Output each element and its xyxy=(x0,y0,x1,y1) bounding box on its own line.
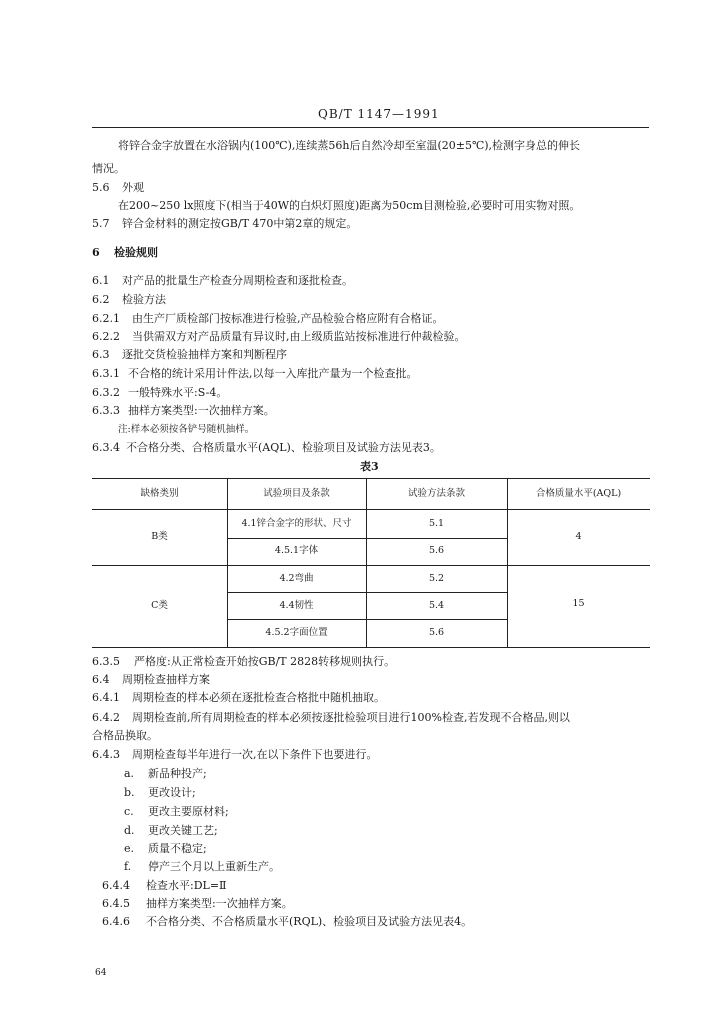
section-6-4-6 xyxy=(102,915,472,929)
table-bottom-rule xyxy=(92,647,650,648)
list-text: 新品种投产; xyxy=(148,767,207,780)
section-text: 抽样方案类型:一次抽样方案。 xyxy=(146,897,293,910)
paragraph: 合格品换取。 xyxy=(92,729,158,742)
col-rule xyxy=(366,478,367,647)
section-6-4-5 xyxy=(102,897,293,911)
standard-code: QB/T 1147—1991 xyxy=(318,107,440,121)
list-text: 停产三个月以上重新生产。 xyxy=(148,860,280,873)
section-number: 6.4.4 xyxy=(102,879,130,892)
section-number: 6.2.2 xyxy=(92,330,120,343)
category-cell: B类 xyxy=(151,531,168,542)
section-text: 周期检查的样本必须在逐批检查合格批中随机抽取。 xyxy=(132,691,385,704)
section-number: 6.4 xyxy=(92,673,110,686)
paragraph: 将锌合金字放置在水浴锅内(100℃),连续蒸56h后自然冷却至室温(20±5℃),检测字身总的伸长 xyxy=(118,139,581,152)
list-label: c. xyxy=(124,805,134,818)
section-number: 6.4.5 xyxy=(102,897,130,910)
aql-cell: 4 xyxy=(575,531,582,542)
method-cell: 5.6 xyxy=(428,545,445,556)
list-label: f. xyxy=(124,860,132,873)
method-cell: 5.2 xyxy=(428,573,445,584)
section-text: 当供需双方对产品质量有异议时,由上级质监站按标准进行仲裁检验。 xyxy=(132,330,466,343)
item-cell: 4.1锌合金字的形状、尺寸 xyxy=(241,518,352,529)
section-text: 锌合金材料的测定按GB/T 470中第2章的规定。 xyxy=(122,217,358,230)
list-text: 质量不稳定; xyxy=(148,842,207,855)
section-text: 严格度:从正常检查开始按GB/T 2828转移规则执行。 xyxy=(134,655,396,668)
section-number: 5.6 xyxy=(92,181,110,194)
section-6-2-1 xyxy=(92,312,444,326)
list-label: b. xyxy=(124,786,135,799)
method-cell: 5.6 xyxy=(428,627,445,638)
section-number: 6.3.4 xyxy=(92,441,120,454)
section-text: 对产品的批量生产检查分周期检查和逐批检查。 xyxy=(122,274,353,287)
section-number: 6 xyxy=(92,246,100,259)
table-header-cell: 试验项目及条款 xyxy=(263,488,330,499)
section-text: 一般特殊水平:S-4。 xyxy=(128,386,228,399)
section-text: 不合格的统计采用计件法,以每一入库批产量为一个检查批。 xyxy=(128,367,418,380)
section-6-3-1 xyxy=(92,367,418,381)
list-item xyxy=(124,824,218,838)
section-text: 检查水平:DL=Ⅱ xyxy=(146,879,227,892)
table-caption: 表3 xyxy=(360,460,379,473)
section-title: 周期检查抽样方案 xyxy=(122,673,210,686)
list-item xyxy=(124,860,280,874)
section-6-3-2 xyxy=(92,386,227,400)
method-cell: 5.4 xyxy=(428,600,445,611)
table-header-cell: 试验方法条款 xyxy=(407,488,465,499)
section-number: 6.4.2 xyxy=(92,711,120,724)
section-6-4-2 xyxy=(92,711,570,725)
list-label: e. xyxy=(124,842,135,855)
section-text: 由生产厂质检部门按标准进行检验,产品检验合格应附有合格证。 xyxy=(132,312,444,325)
list-item xyxy=(124,805,229,819)
list-text: 更改主要原材料; xyxy=(148,805,229,818)
method-cell: 5.1 xyxy=(428,518,445,529)
section-title: 逐批交货检验抽样方案和判断程序 xyxy=(122,348,287,361)
col-rule xyxy=(227,478,228,647)
list-item xyxy=(124,767,207,781)
page-number: 64 xyxy=(95,968,107,978)
list-item xyxy=(124,786,196,800)
section-6-2-2 xyxy=(92,330,466,344)
section-number: 6.2.1 xyxy=(92,312,120,325)
section-6-4 xyxy=(92,673,210,687)
section-title: 检验规则 xyxy=(114,246,158,259)
section-5-7 xyxy=(92,217,357,231)
section-number: 6.3.5 xyxy=(92,655,120,668)
section-number: 6.3 xyxy=(92,348,110,361)
item-cell: 4.5.2字面位置 xyxy=(265,627,328,638)
table-header-cell: 缺格类别 xyxy=(140,488,179,499)
section-number: 6.1 xyxy=(92,274,110,287)
list-label: d. xyxy=(124,824,135,837)
list-text: 更改关键工艺; xyxy=(148,824,218,837)
table-header-cell: 合格质量水平(AQL) xyxy=(535,488,622,499)
item-cell: 4.2弯曲 xyxy=(279,573,314,584)
section-number: 5.7 xyxy=(92,217,110,230)
section-6-4-3 xyxy=(92,748,378,762)
section-text: 抽样方案类型:一次抽样方案。 xyxy=(128,404,275,417)
section-title: 检验方法 xyxy=(122,293,166,306)
section-6-3-5 xyxy=(92,655,395,669)
section-number: 6.3.1 xyxy=(92,367,120,380)
list-text: 更改设计; xyxy=(148,786,196,799)
table-top-rule xyxy=(92,478,650,479)
section-text: 不合格分类、不合格质量水平(RQL)、检验项目及试验方法见表4。 xyxy=(146,915,473,928)
section-number: 6.4.1 xyxy=(92,691,120,704)
header-rule xyxy=(92,127,649,128)
section-number: 6.3.3 xyxy=(92,404,120,417)
section-number: 6.3.2 xyxy=(92,386,120,399)
section-6-3-4 xyxy=(92,441,441,455)
section-text: 不合格分类、合格质量水平(AQL)、检验项目及试验方法见表3。 xyxy=(126,441,441,454)
category-cell: C类 xyxy=(151,600,168,611)
section-text: 周期检查每半年进行一次,在以下条件下也要进行。 xyxy=(132,748,378,761)
section-5-6 xyxy=(92,181,144,195)
row-rule xyxy=(227,619,507,620)
table-header-rule xyxy=(92,509,650,510)
col-rule xyxy=(507,478,508,647)
paragraph: 在200~250 lx照度下(相当于40W的白炽灯照度)距离为50cm目测检验,必要时可用实物对照。 xyxy=(118,199,581,212)
row-rule xyxy=(227,538,507,539)
aql-cell: 15 xyxy=(572,598,585,609)
section-6 xyxy=(92,246,158,260)
section-number: 6.2 xyxy=(92,293,110,306)
group-rule xyxy=(92,565,650,566)
section-6-1 xyxy=(92,274,353,288)
section-6-3-3 xyxy=(92,404,275,418)
section-title: 外观 xyxy=(122,181,144,194)
item-cell: 4.4韧性 xyxy=(279,600,314,611)
section-6-3 xyxy=(92,348,287,362)
section-text: 周期检查前,所有周期检查的样本必须按逐批检验项目进行100%检查,若发现不合格品,则以 xyxy=(132,711,570,724)
paragraph: 情况。 xyxy=(92,162,125,175)
section-6-4-4 xyxy=(102,879,227,893)
row-rule xyxy=(227,592,507,593)
list-label: a. xyxy=(124,767,135,780)
section-6-2 xyxy=(92,293,166,307)
item-cell: 4.5.1字体 xyxy=(274,545,319,556)
section-6-4-1 xyxy=(92,691,385,705)
list-item xyxy=(124,842,207,856)
note: 注:样本必须按各铲号随机抽样。 xyxy=(118,424,255,435)
section-number: 6.4.3 xyxy=(92,748,120,761)
section-number: 6.4.6 xyxy=(102,915,130,928)
